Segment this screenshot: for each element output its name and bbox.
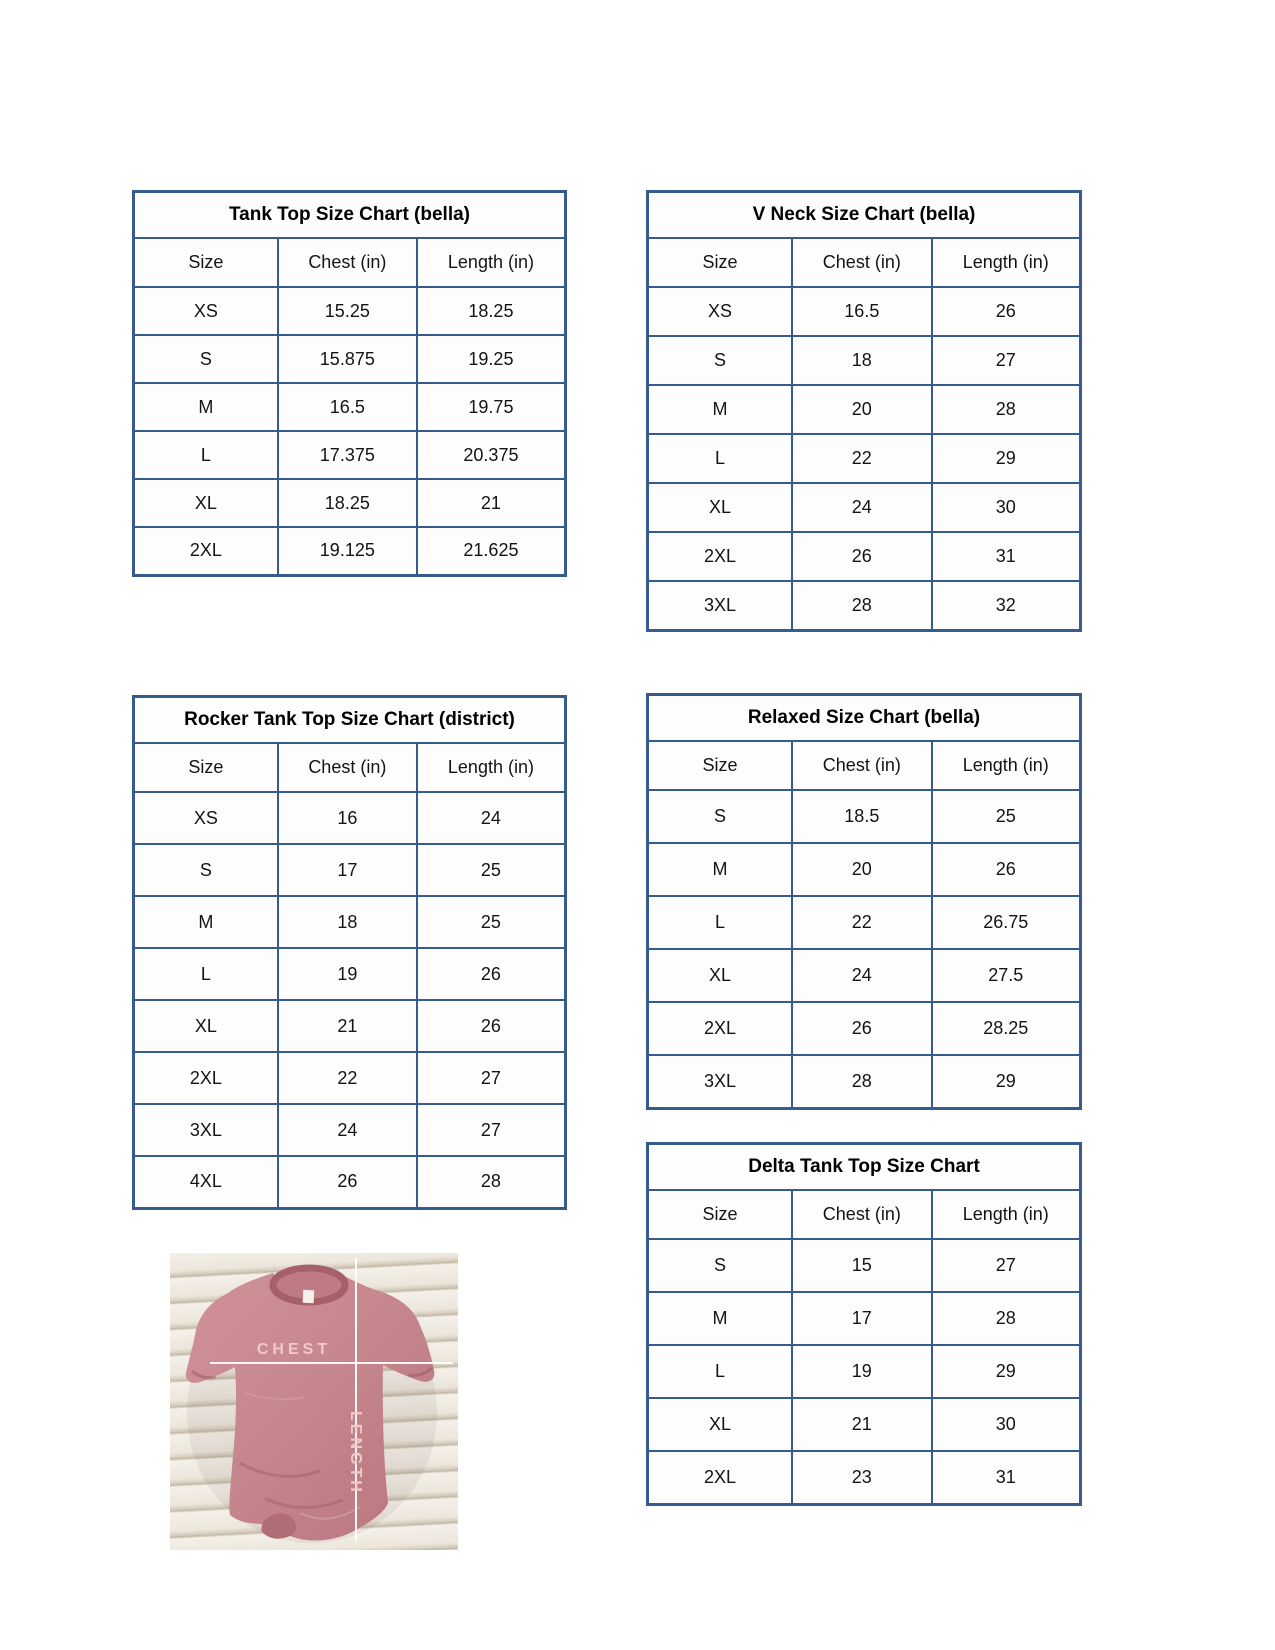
- length-cell: 31: [932, 1451, 1081, 1504]
- size-cell: XL: [134, 479, 278, 527]
- table-title: Relaxed Size Chart (bella): [648, 695, 1081, 742]
- chest-cell: 28: [792, 1055, 931, 1108]
- column-header: Length (in): [417, 238, 566, 287]
- chest-cell: 17: [792, 1292, 931, 1345]
- table-row: [134, 383, 566, 431]
- size-cell: S: [648, 336, 793, 385]
- column-header: Chest (in): [792, 238, 931, 287]
- chest-cell: 19: [278, 948, 417, 1000]
- size-cell: XL: [648, 483, 793, 532]
- table-row: [134, 431, 566, 479]
- table-row: [134, 287, 566, 335]
- table-row: [648, 385, 1081, 434]
- size-cell: 2XL: [648, 532, 793, 581]
- length-cell: 28: [932, 1292, 1081, 1345]
- length-cell: 26: [417, 948, 566, 1000]
- length-cell: 29: [932, 434, 1081, 483]
- chest-cell: 22: [792, 896, 931, 949]
- table-row: [648, 843, 1081, 896]
- size-cell: S: [648, 1239, 793, 1292]
- table-row: [648, 1451, 1081, 1504]
- length-cell: 27: [417, 1052, 566, 1104]
- chest-cell: 22: [792, 434, 931, 483]
- chest-cell: 19: [792, 1345, 931, 1398]
- table-row: [648, 1002, 1081, 1055]
- length-cell: 20.375: [417, 431, 566, 479]
- column-header: Chest (in): [278, 743, 417, 792]
- length-cell: 30: [932, 483, 1081, 532]
- size-cell: M: [648, 1292, 793, 1345]
- table-row: [648, 581, 1081, 630]
- size-cell: 3XL: [648, 581, 793, 630]
- length-cell: 27: [932, 336, 1081, 385]
- table-row: [134, 1104, 566, 1156]
- chest-cell: 24: [792, 949, 931, 1002]
- table-header-row: [648, 238, 1081, 287]
- length-cell: 28: [417, 1156, 566, 1208]
- column-header: Size: [134, 238, 278, 287]
- chest-cell: 24: [792, 483, 931, 532]
- size-cell: S: [648, 790, 793, 843]
- size-cell: S: [134, 844, 278, 896]
- table-row: [134, 335, 566, 383]
- table-row: [648, 287, 1081, 336]
- column-header: Size: [134, 743, 278, 792]
- table-row: [134, 479, 566, 527]
- table-title: Tank Top Size Chart (bella): [134, 192, 566, 239]
- table-row: [648, 896, 1081, 949]
- length-cell: 25: [932, 790, 1081, 843]
- chest-cell: 16.5: [278, 383, 417, 431]
- chest-cell: 15: [792, 1239, 931, 1292]
- chest-cell: 21: [278, 1000, 417, 1052]
- chest-cell: 19.125: [278, 527, 417, 575]
- chest-cell: 21: [792, 1398, 931, 1451]
- size-cell: M: [648, 385, 793, 434]
- size-cell: L: [648, 434, 793, 483]
- chest-cell: 26: [792, 1002, 931, 1055]
- length-cell: 28.25: [932, 1002, 1081, 1055]
- size-cell: 2XL: [648, 1451, 793, 1504]
- column-header: Length (in): [932, 238, 1081, 287]
- chest-cell: 18.25: [278, 479, 417, 527]
- table-header-row: [648, 741, 1081, 790]
- table-header-row: [134, 238, 566, 287]
- size-cell: 4XL: [134, 1156, 278, 1208]
- table-header-row: [134, 743, 566, 792]
- rocker-tank-top-size-table: [132, 695, 567, 1210]
- table-row: [648, 483, 1081, 532]
- column-header: Length (in): [932, 1190, 1081, 1239]
- size-cell: XL: [648, 949, 793, 1002]
- table-row: [134, 1052, 566, 1104]
- column-header: Chest (in): [792, 741, 931, 790]
- length-cell: 27: [932, 1239, 1081, 1292]
- length-cell: 19.25: [417, 335, 566, 383]
- table-row: [648, 1292, 1081, 1345]
- column-header: Size: [648, 1190, 793, 1239]
- size-cell: 3XL: [134, 1104, 278, 1156]
- column-header: Length (in): [932, 741, 1081, 790]
- chest-cell: 18: [792, 336, 931, 385]
- size-cell: 3XL: [648, 1055, 793, 1108]
- table-row: [134, 844, 566, 896]
- length-cell: 27.5: [932, 949, 1081, 1002]
- length-cell: 29: [932, 1055, 1081, 1108]
- delta-tank-top-size-table: [646, 1142, 1082, 1506]
- table-row: [648, 949, 1081, 1002]
- v-neck-size-table: [646, 190, 1082, 632]
- length-cell: 25: [417, 844, 566, 896]
- table-row: [648, 1239, 1081, 1292]
- chest-cell: 20: [792, 843, 931, 896]
- column-header: Size: [648, 741, 793, 790]
- chest-cell: 16.5: [792, 287, 931, 336]
- size-cell: L: [648, 896, 793, 949]
- table-row: [648, 1055, 1081, 1108]
- chest-cell: 18.5: [792, 790, 931, 843]
- length-cell: 18.25: [417, 287, 566, 335]
- size-cell: L: [134, 948, 278, 1000]
- shirt-measurement-photo: [170, 1253, 458, 1550]
- table-row: [648, 434, 1081, 483]
- column-header: Chest (in): [792, 1190, 931, 1239]
- length-cell: 32: [932, 581, 1081, 630]
- relaxed-size-chart: [646, 693, 1082, 1110]
- size-cell: S: [134, 335, 278, 383]
- length-cell: 31: [932, 532, 1081, 581]
- length-cell: 30: [932, 1398, 1081, 1451]
- chest-cell: 28: [792, 581, 931, 630]
- length-cell: 27: [417, 1104, 566, 1156]
- v-neck-size-chart: [646, 190, 1082, 632]
- chest-cell: 18: [278, 896, 417, 948]
- size-cell: M: [134, 896, 278, 948]
- length-cell: 26: [417, 1000, 566, 1052]
- table-row: [648, 1345, 1081, 1398]
- column-header: Length (in): [417, 743, 566, 792]
- length-cell: 24: [417, 792, 566, 844]
- chest-cell: 22: [278, 1052, 417, 1104]
- chest-cell: 23: [792, 1451, 931, 1504]
- size-cell: L: [134, 431, 278, 479]
- table-row: [648, 1398, 1081, 1451]
- size-cell: XL: [134, 1000, 278, 1052]
- table-row: [648, 336, 1081, 385]
- table-row: [134, 792, 566, 844]
- table-title: Rocker Tank Top Size Chart (district): [134, 697, 566, 744]
- length-cell: 19.75: [417, 383, 566, 431]
- chest-cell: 26: [278, 1156, 417, 1208]
- length-cell: 26: [932, 843, 1081, 896]
- size-cell: XL: [648, 1398, 793, 1451]
- table-row: [134, 527, 566, 575]
- length-cell: 21.625: [417, 527, 566, 575]
- column-header: Size: [648, 238, 793, 287]
- tank-top-size-chart: [132, 190, 567, 577]
- length-measurement-label: LENGTH: [347, 1411, 364, 1495]
- length-cell: 21: [417, 479, 566, 527]
- chest-cell: 17: [278, 844, 417, 896]
- length-cell: 25: [417, 896, 566, 948]
- table-header-row: [648, 1190, 1081, 1239]
- size-cell: M: [134, 383, 278, 431]
- neck-tag: [303, 1290, 315, 1304]
- delta-tank-top-size-chart: [646, 1142, 1082, 1506]
- tshirt-illustration: [170, 1253, 458, 1550]
- table-title: V Neck Size Chart (bella): [648, 192, 1081, 239]
- chest-cell: 15.875: [278, 335, 417, 383]
- length-cell: 28: [932, 385, 1081, 434]
- length-cell: 26.75: [932, 896, 1081, 949]
- table-row: [648, 532, 1081, 581]
- length-cell: 29: [932, 1345, 1081, 1398]
- size-cell: L: [648, 1345, 793, 1398]
- size-cell: 2XL: [648, 1002, 793, 1055]
- size-cell: 2XL: [134, 527, 278, 575]
- size-cell: M: [648, 843, 793, 896]
- table-row: [134, 1156, 566, 1208]
- table-row: [134, 896, 566, 948]
- chest-cell: 16: [278, 792, 417, 844]
- table-title: Delta Tank Top Size Chart: [648, 1144, 1081, 1191]
- size-cell: XS: [134, 792, 278, 844]
- chest-cell: 24: [278, 1104, 417, 1156]
- chest-cell: 26: [792, 532, 931, 581]
- size-cell: XS: [134, 287, 278, 335]
- table-row: [134, 948, 566, 1000]
- column-header: Chest (in): [278, 238, 417, 287]
- tank-top-size-table: [132, 190, 567, 577]
- table-row: [134, 1000, 566, 1052]
- length-cell: 26: [932, 287, 1081, 336]
- chest-measurement-label: CHEST: [256, 1341, 332, 1358]
- relaxed-size-table: [646, 693, 1082, 1110]
- size-cell: 2XL: [134, 1052, 278, 1104]
- table-row: [648, 790, 1081, 843]
- chest-cell: 17.375: [278, 431, 417, 479]
- size-cell: XS: [648, 287, 793, 336]
- rocker-tank-top-size-chart: [132, 695, 567, 1210]
- chest-cell: 15.25: [278, 287, 417, 335]
- chest-cell: 20: [792, 385, 931, 434]
